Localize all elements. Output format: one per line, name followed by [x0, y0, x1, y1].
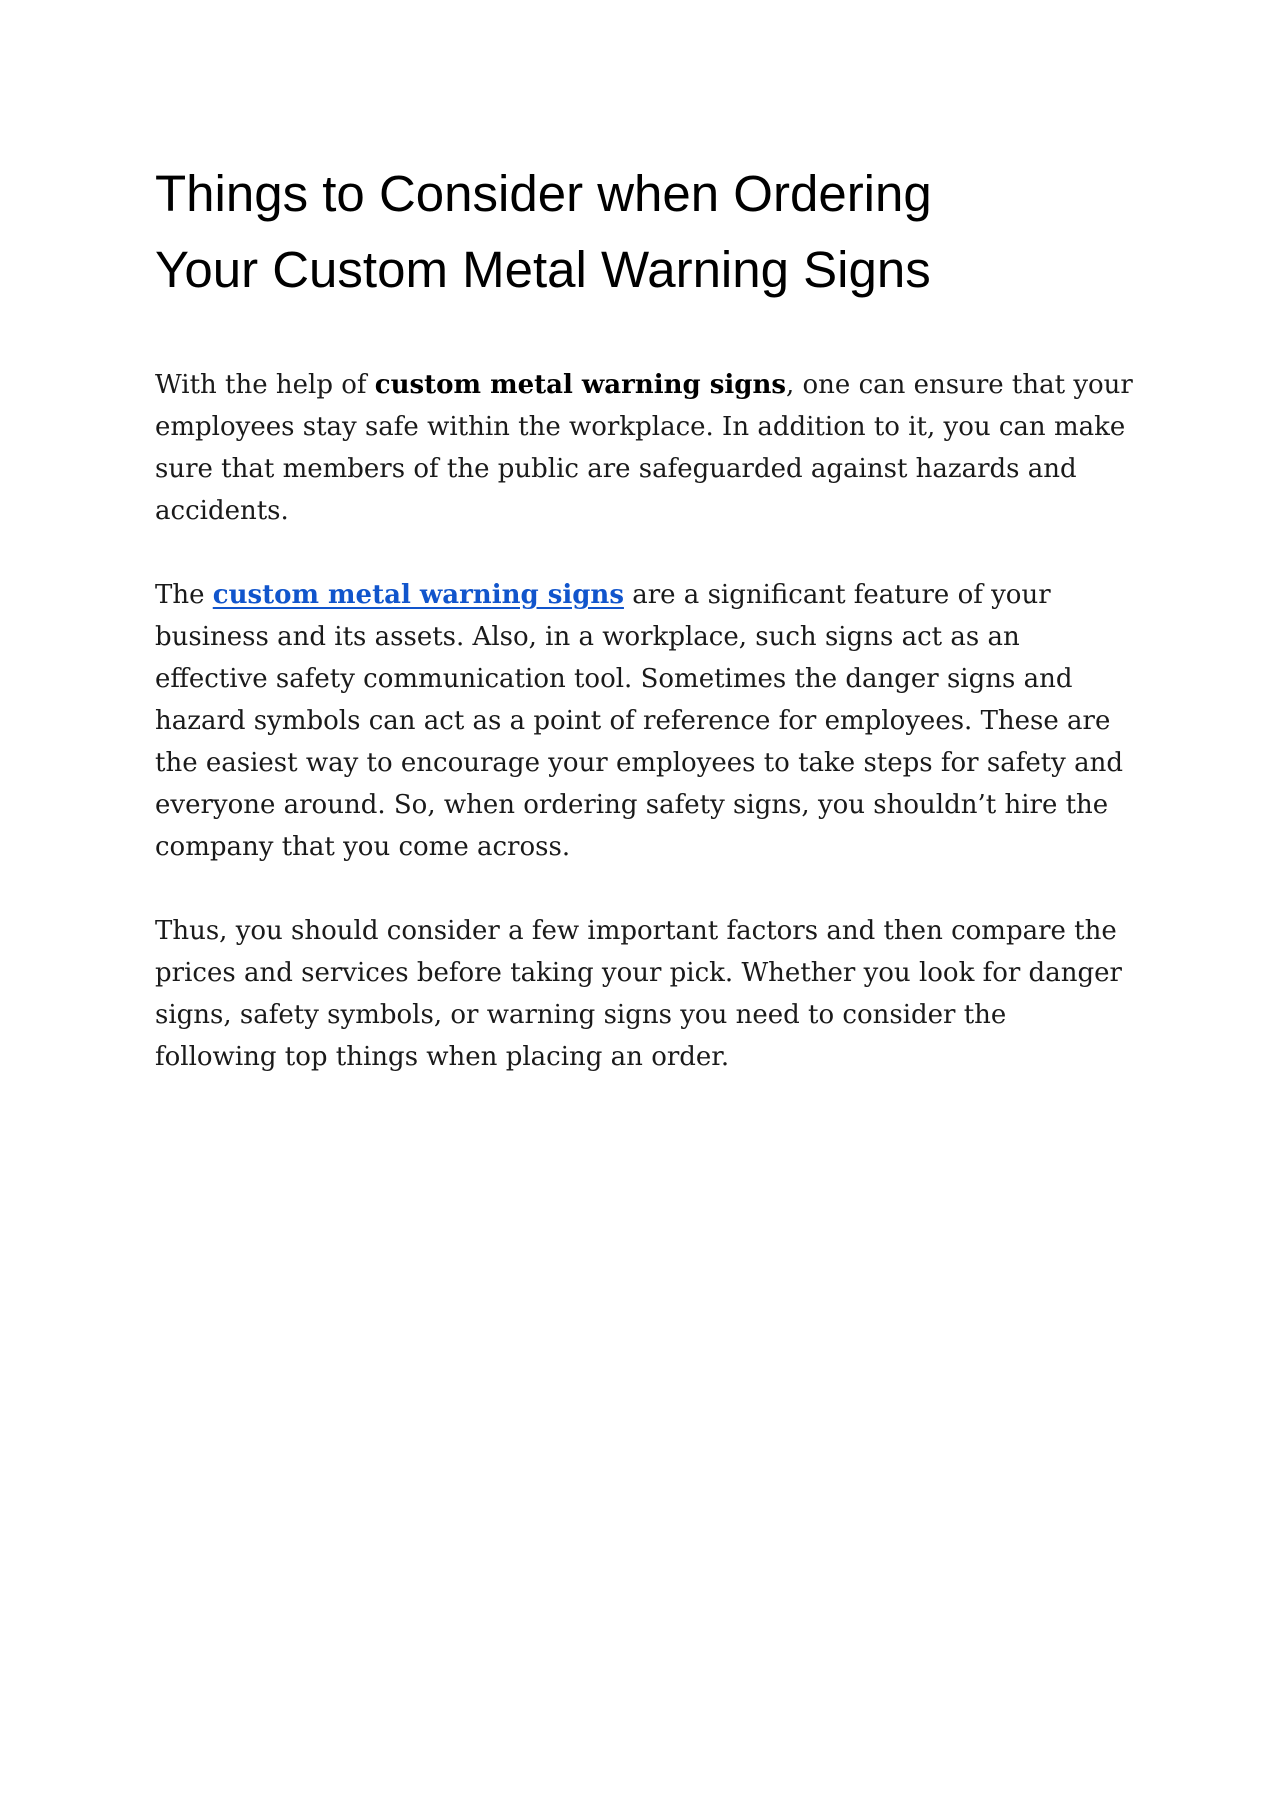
title-line-2: Your Custom Metal Warning Signs [155, 241, 931, 298]
paragraph-3: Thus, you should consider a few important factors and then compare the prices and services before taking your pick. Whether you look for danger signs, safety symbols, or warning signs you need to consider the following top things when placing an order. [155, 916, 1122, 1072]
custom-metal-warning-signs-link[interactable]: custom metal warning signs [212, 580, 624, 610]
paragraph-1 [155, 364, 1135, 532]
bold-keyword: custom metal warning signs [374, 370, 786, 400]
document-title [155, 156, 1135, 308]
title-line-1: Things to Consider when Ordering [155, 165, 932, 222]
paragraph-1-rest: , one can ensure that your employees stay safe within the workplace. In addition to it, you can make sure that members of the public are safeguarded against hazards and accidents. [155, 370, 1133, 526]
paragraph-2 [155, 574, 1135, 868]
paragraph-1-intro: With the help of [155, 370, 375, 400]
paragraph-2-rest: are a significant feature of your business and its assets. Also, in a workplace, such signs act as an effective safety communication tool. Sometimes the danger signs and hazard symbols can act as a point of reference for employees. These are the easiest way to encourage your employees to take steps for safety and everyone around. So, when ordering safety signs, you shouldn’t hire the company that you come across. [155, 580, 1123, 862]
document-body [155, 156, 1135, 1120]
paragraph-2-intro: The [155, 580, 213, 610]
